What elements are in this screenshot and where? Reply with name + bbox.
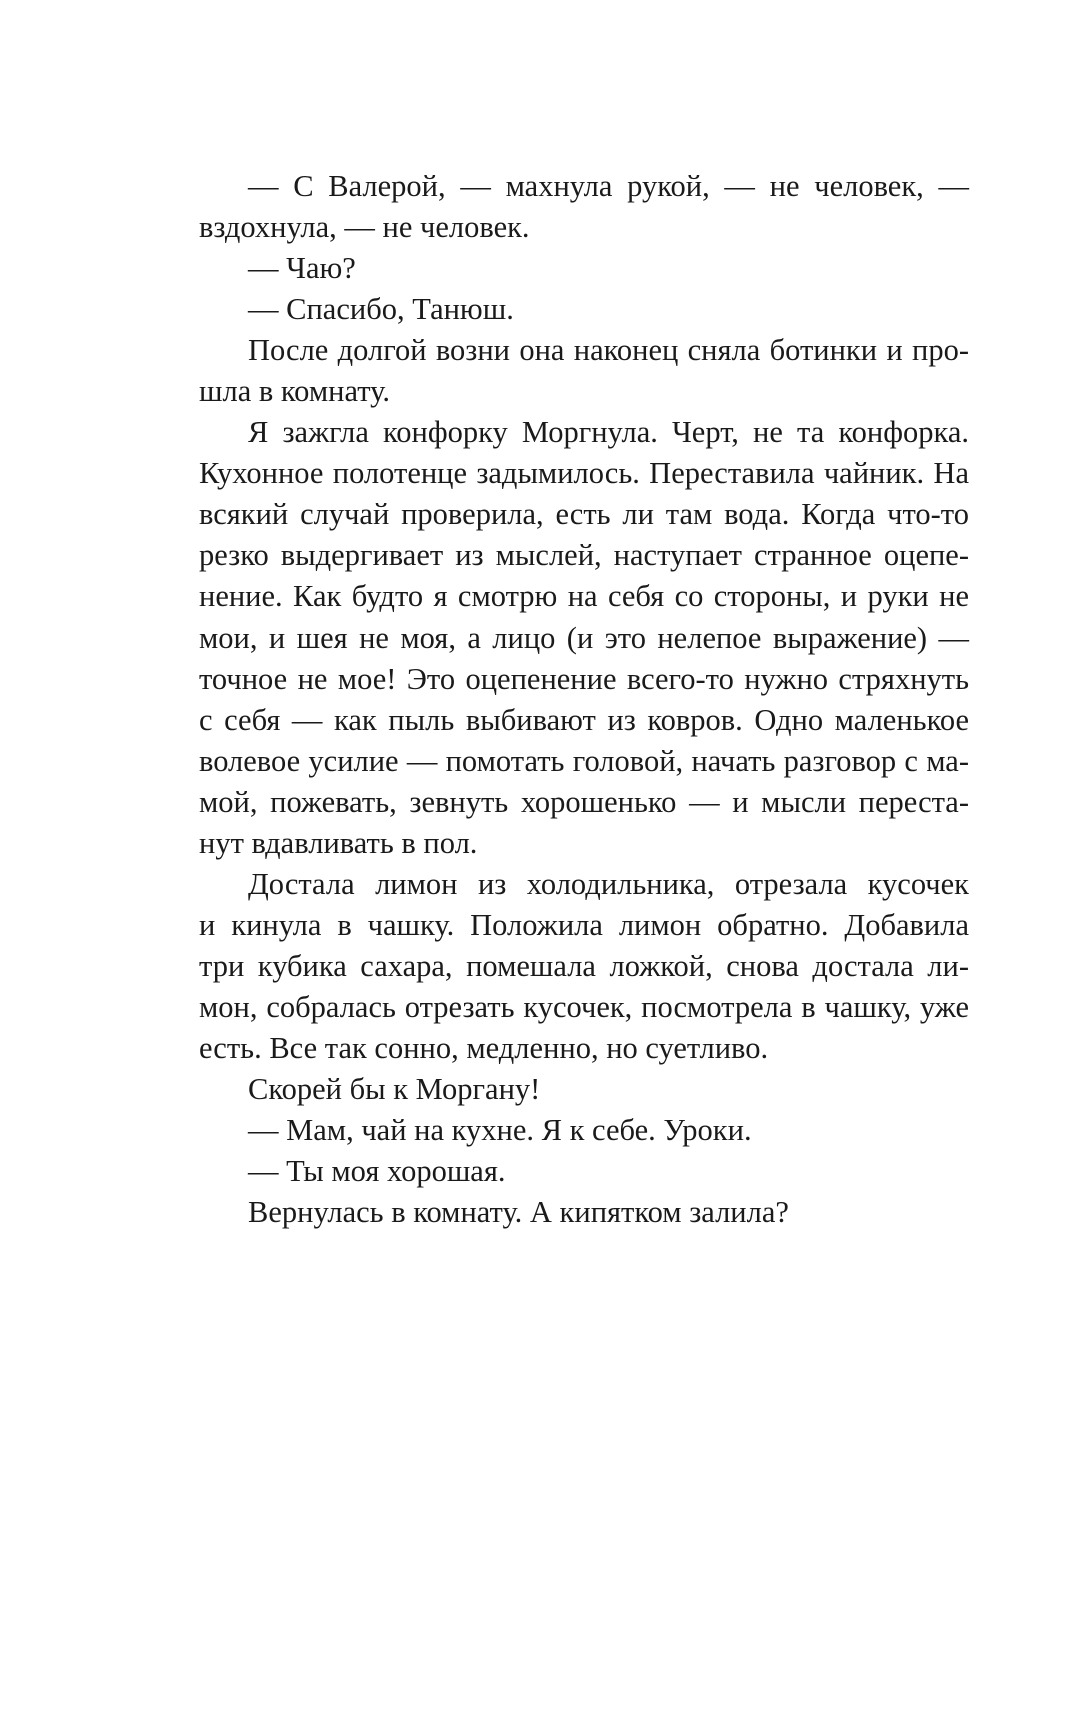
text-line: Скорей бы к Моргану! bbox=[248, 1072, 541, 1107]
text-line: — Чаю? bbox=[248, 251, 356, 286]
text-line: резко выдергивает из мыслей, наступает странное оцепе- bbox=[199, 538, 969, 573]
text-line: Достала лимон из холодильника, отрезала кусочек bbox=[248, 866, 969, 901]
text-line: есть. Все так сонно, медленно, но суетливо. bbox=[199, 1030, 769, 1065]
text-line: мой, пожевать, зевнуть хорошенько — и мысли переста- bbox=[199, 784, 969, 819]
text-line: После долгой возни она наконец сняла ботинки и про- bbox=[248, 333, 969, 368]
text-line: всякий случай проверила, есть ли там вода. Когда что-то bbox=[199, 497, 969, 532]
text-line: — С Валерой, — махнула рукой, — не человек, — bbox=[248, 169, 969, 203]
text-line: — Мам, чай на кухне. Я к себе. Уроки. bbox=[248, 1113, 752, 1148]
text-line: нут вдавливать в пол. bbox=[199, 825, 478, 860]
text-line: шла в комнату. bbox=[199, 374, 390, 409]
text-line: нение. Как будто я смотрю на себя со стороны, и руки не bbox=[199, 579, 969, 614]
text-line: мон, собралась отрезать кусочек, посмотрела в чашку, уже bbox=[199, 989, 969, 1024]
text-line: вздохнула, — не человек. bbox=[199, 210, 530, 245]
text-line: точное не мое! Это оцепенение всего-то нужно стряхнуть bbox=[199, 661, 969, 696]
body-text bbox=[199, 166, 969, 1233]
text-line: Я зажгла конфорку Моргнула. Черт, не та конфорка. bbox=[248, 415, 969, 450]
text-line: — Спасибо, Танюш. bbox=[248, 292, 514, 327]
text-line: с себя — как пыль выбивают из ковров. Одно маленькое bbox=[199, 702, 969, 737]
text-line: — Ты моя хорошая. bbox=[248, 1154, 506, 1189]
text-line: Кухонное полотенце задымилось. Переставила чайник. На bbox=[199, 456, 969, 491]
text-line: и кинула в чашку. Положила лимон обратно. Добавила bbox=[199, 907, 969, 942]
text-line: мои, и шея не моя, а лицо (и это нелепое выражение) — bbox=[199, 620, 969, 655]
text-line: Вернулась в комнату. А кипятком залила? bbox=[248, 1195, 789, 1230]
text-line: волевое усилие — помотать головой, начать разговор с ма- bbox=[199, 743, 969, 778]
text-line: три кубика сахара, помешала ложкой, снова достала ли- bbox=[199, 948, 969, 983]
